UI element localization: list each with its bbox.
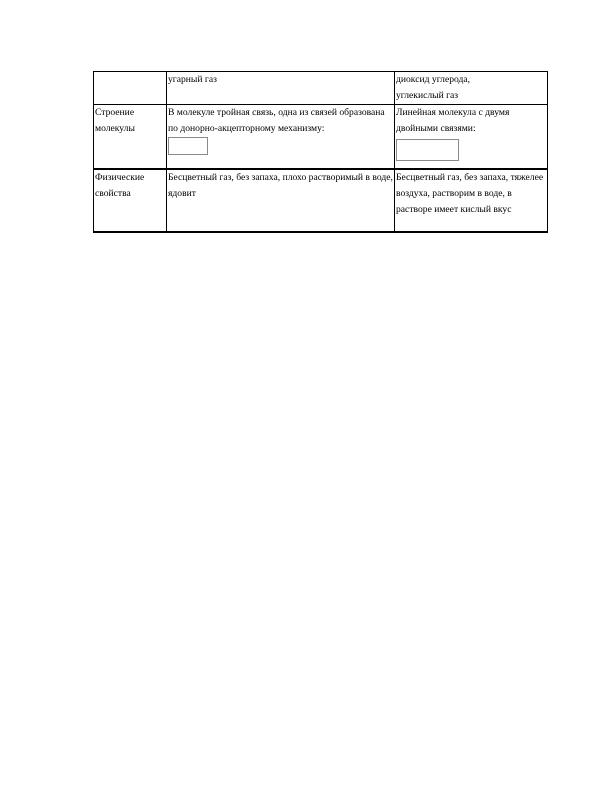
header-cell-carbon-monoxide xyxy=(167,72,395,105)
co-structure-text: В молекуле тройная связь, одна из связей образована по донорно-акцепторному механизму: xyxy=(168,107,385,134)
header-carbon-dioxide-line1: диоксид углерода, xyxy=(396,74,471,85)
row-label-line1: Строение xyxy=(95,107,135,118)
row-label-cell xyxy=(94,169,167,232)
table-row xyxy=(94,169,548,232)
co2-structure-text: Линейная молекула с двумя двойными связями: xyxy=(396,107,510,134)
header-cell-empty xyxy=(94,72,167,105)
co2-structure-cell xyxy=(395,105,548,170)
co-structure-cell xyxy=(167,105,395,170)
table-header-row xyxy=(94,72,548,105)
co-properties-cell xyxy=(167,169,395,232)
header-cell-carbon-dioxide xyxy=(395,72,548,105)
co2-structure-image xyxy=(396,139,459,161)
header-carbon-dioxide-line2: углекислый газ xyxy=(396,90,459,101)
row-label-line2: свойства xyxy=(95,188,131,199)
comparison-table xyxy=(93,71,548,233)
header-carbon-monoxide: угарный газ xyxy=(168,74,217,85)
co-properties-text: Бесцветный газ, без запаха, плохо растворимый в воде, ядовит xyxy=(168,172,393,199)
table-row xyxy=(94,105,548,170)
row-label-line1: Физические xyxy=(95,172,145,183)
co2-properties-cell xyxy=(395,169,548,232)
co2-properties-text: Бесцветный газ, без запаха, тяжелее воздуха, растворим в воде, в растворе имеет кислый вкус xyxy=(396,172,544,215)
co-structure-image xyxy=(168,137,208,155)
row-label-cell xyxy=(94,105,167,170)
row-label-line2: молекулы xyxy=(95,123,135,134)
